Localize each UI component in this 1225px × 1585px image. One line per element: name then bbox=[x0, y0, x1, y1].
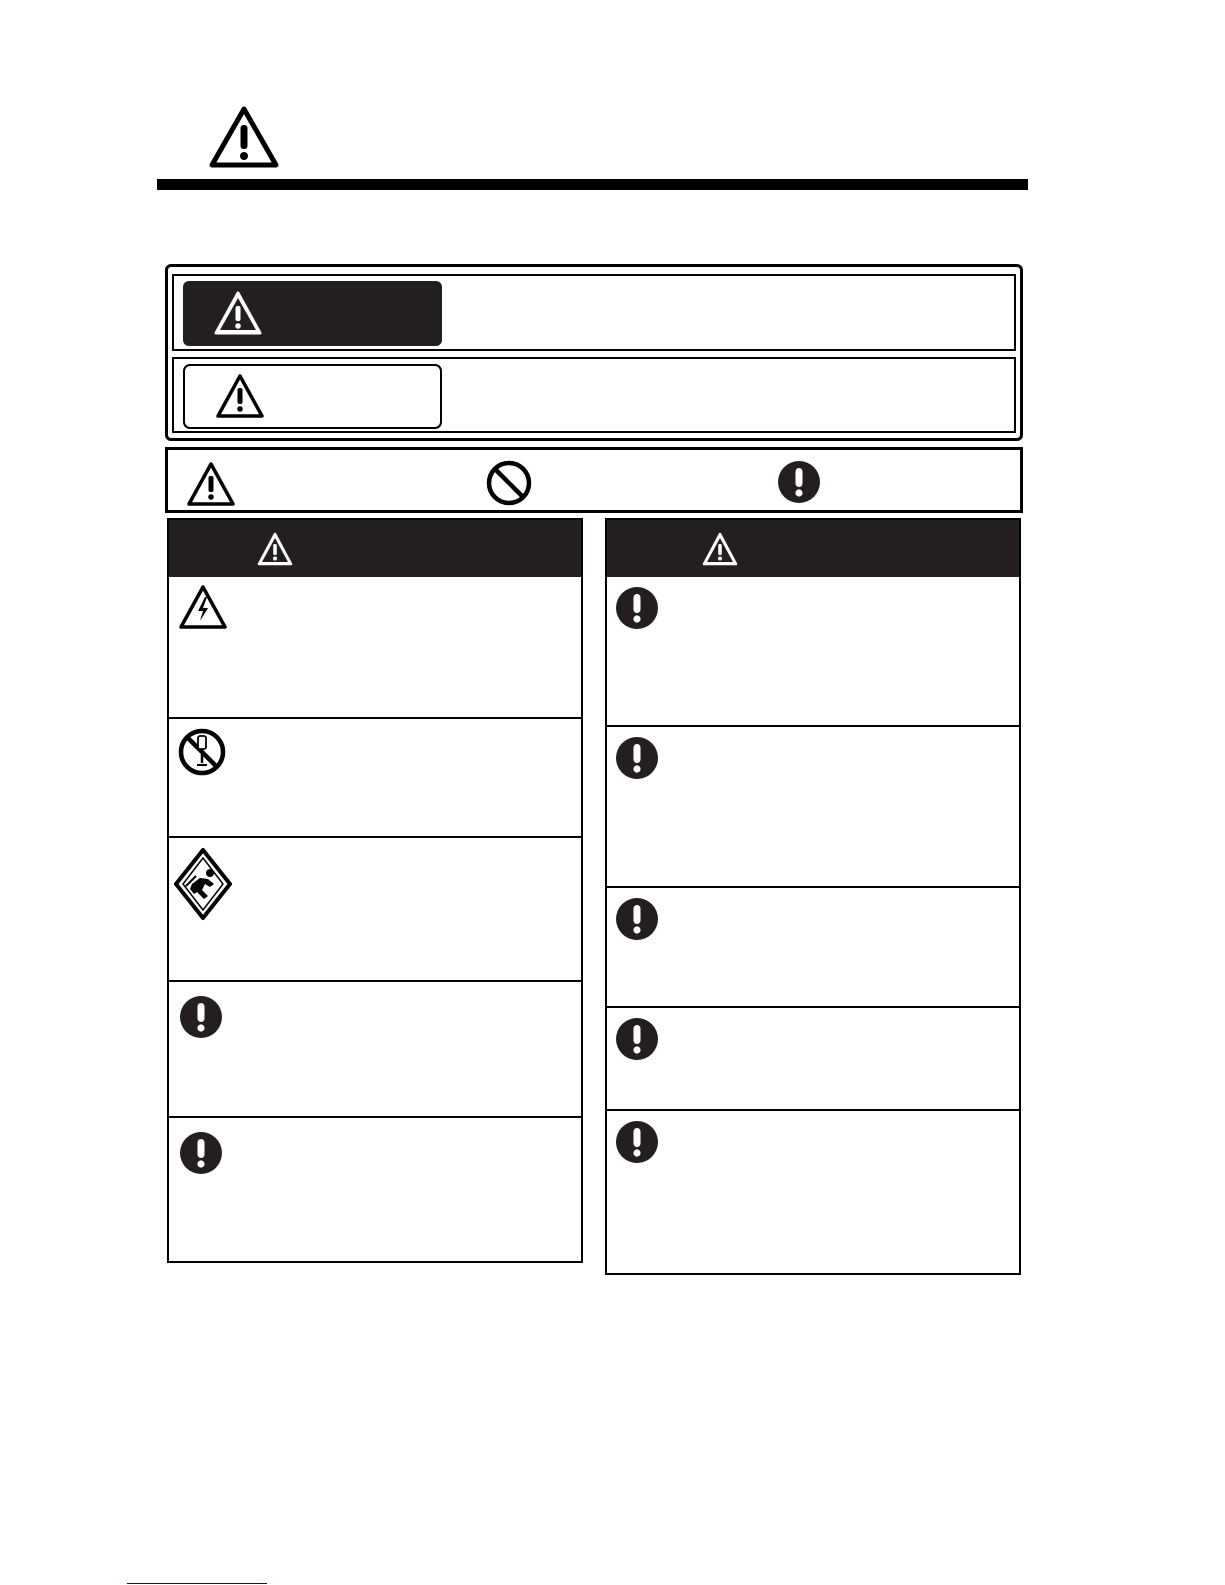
no-disassembly-icon bbox=[177, 727, 227, 777]
prohibition-icon bbox=[485, 459, 533, 507]
caution-item bbox=[607, 577, 1019, 727]
header-rule bbox=[157, 179, 1028, 190]
warning-item bbox=[169, 717, 581, 836]
column-header bbox=[607, 520, 1019, 577]
definition-row-warning bbox=[172, 274, 1016, 351]
mandatory-action-icon bbox=[615, 1016, 659, 1062]
warning-triangle-icon bbox=[256, 531, 294, 567]
warning-item bbox=[169, 1116, 581, 1261]
warning-item bbox=[169, 577, 581, 719]
warning-item bbox=[169, 836, 581, 980]
signal-label-light bbox=[183, 364, 442, 429]
mandatory-action-icon bbox=[615, 735, 659, 781]
fall-hazard-icon bbox=[172, 846, 234, 922]
right-column bbox=[605, 518, 1021, 1275]
mandatory-action-icon bbox=[615, 896, 659, 942]
mandatory-action-icon bbox=[179, 994, 223, 1040]
caution-item bbox=[607, 1109, 1019, 1273]
footer-link-underline bbox=[127, 1583, 267, 1584]
definition-row-caution bbox=[172, 357, 1016, 433]
warning-triangle-icon bbox=[701, 531, 739, 567]
mandatory-action-icon bbox=[615, 1119, 659, 1165]
signal-word-definitions bbox=[165, 264, 1023, 441]
mandatory-action-icon bbox=[615, 585, 659, 631]
caution-item bbox=[607, 886, 1019, 1007]
left-column bbox=[167, 518, 583, 1263]
warning-triangle-icon bbox=[214, 372, 266, 420]
warning-triangle-icon bbox=[212, 289, 264, 337]
header-warning-icon bbox=[208, 105, 280, 169]
warning-triangle-icon bbox=[185, 460, 237, 508]
electric-shock-icon bbox=[177, 583, 229, 631]
mandatory-action-icon bbox=[179, 1130, 223, 1176]
mandatory-action-icon bbox=[777, 459, 821, 505]
signal-label-dark bbox=[183, 281, 442, 346]
warning-item bbox=[169, 980, 581, 1117]
caution-item bbox=[607, 725, 1019, 886]
symbol-legend bbox=[165, 447, 1023, 513]
column-header bbox=[169, 520, 581, 577]
caution-item bbox=[607, 1006, 1019, 1110]
